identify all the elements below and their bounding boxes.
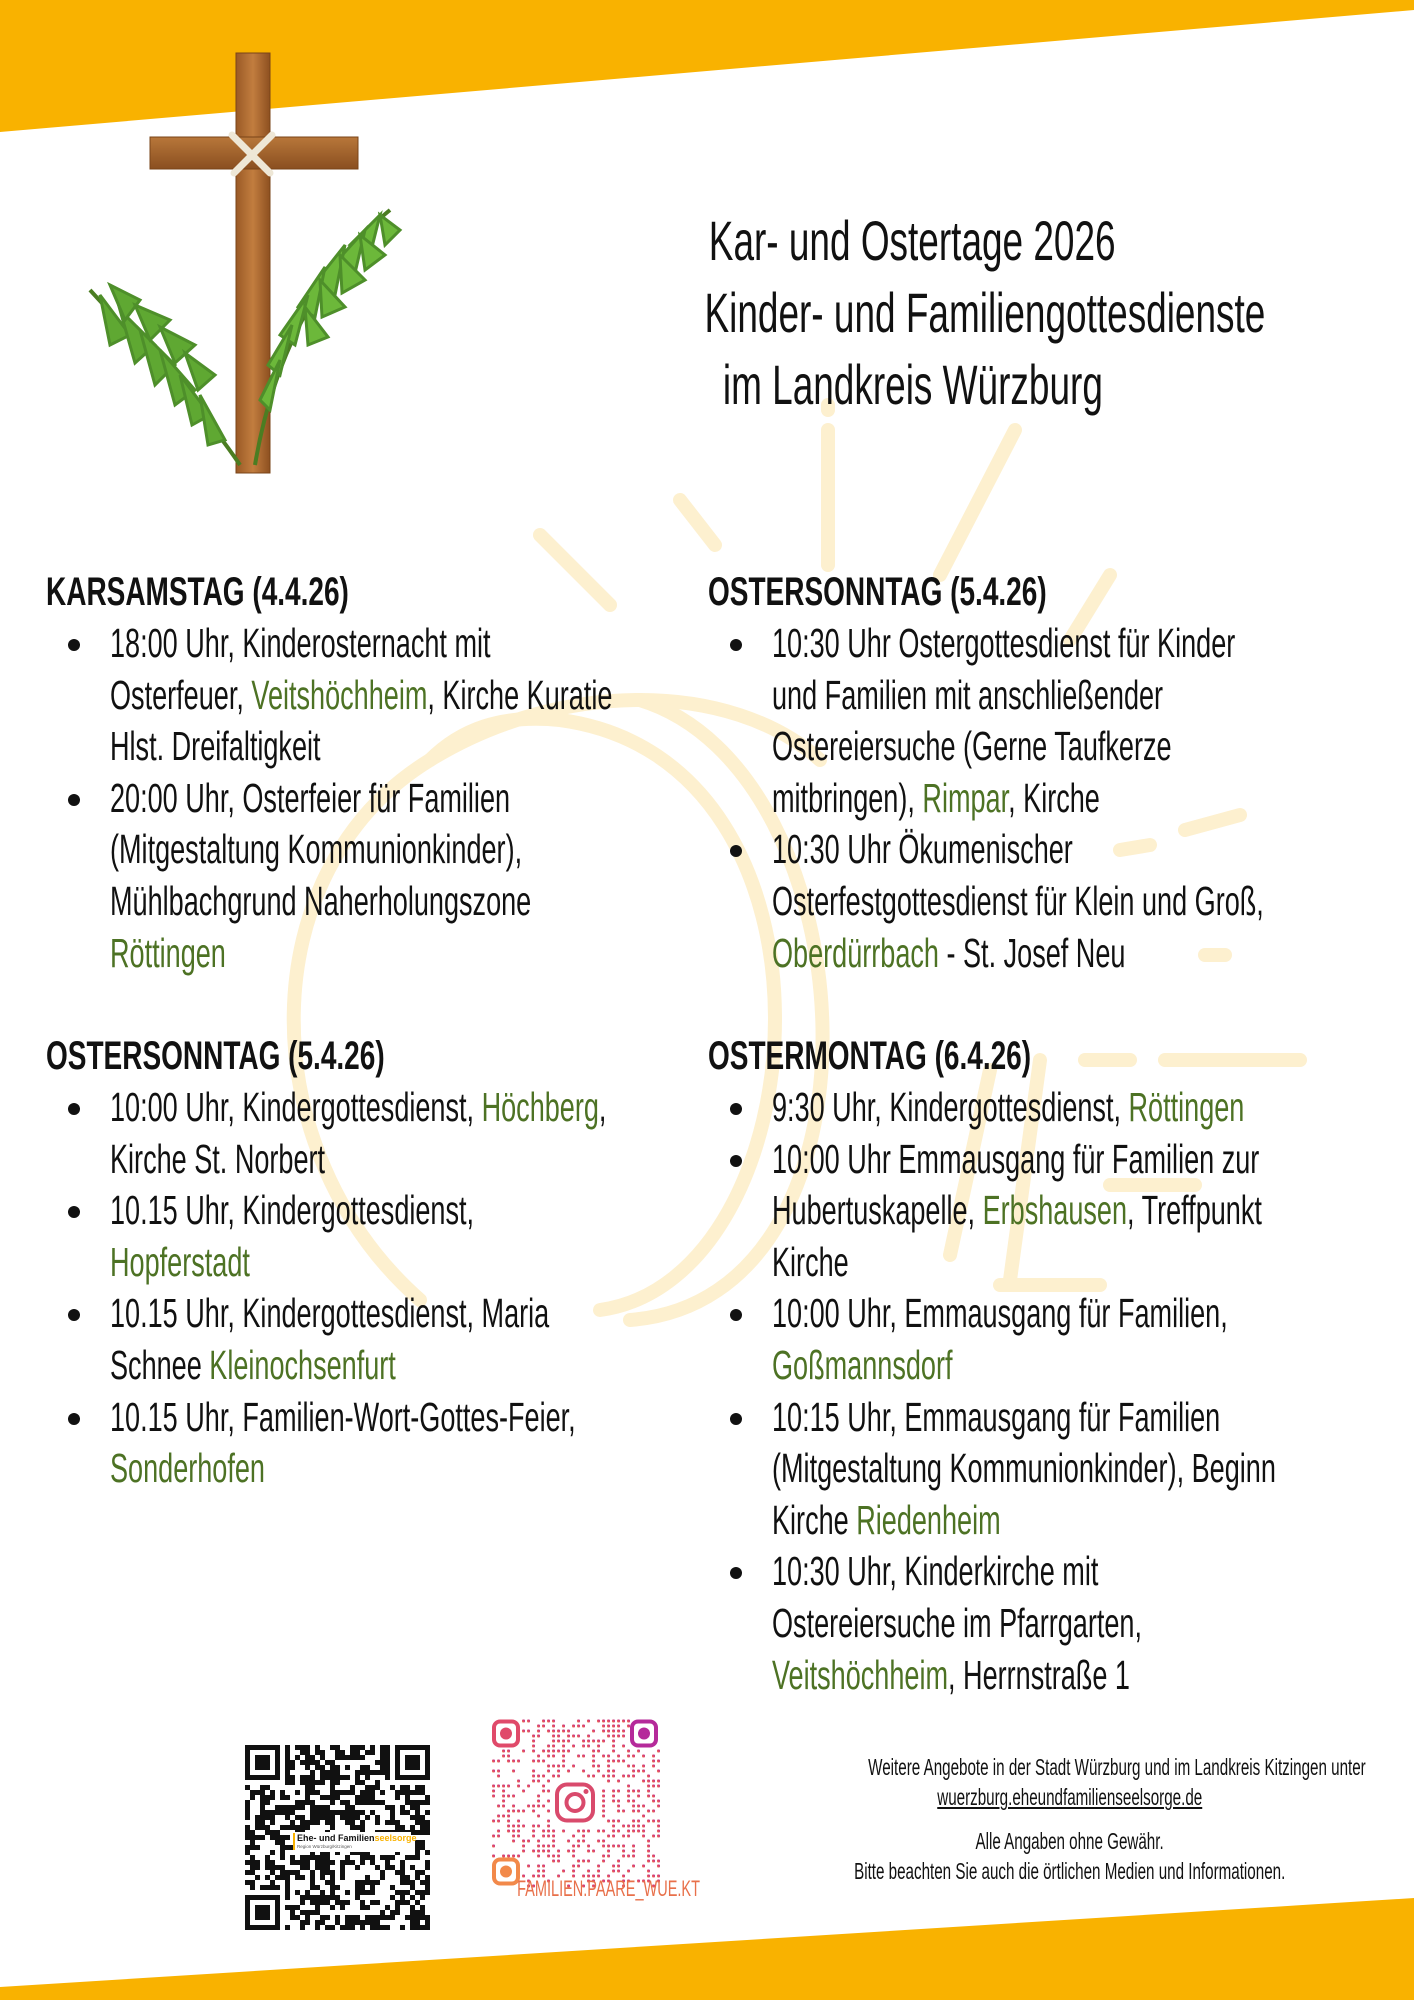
event-line: [708, 721, 1398, 773]
palm-branch-right: [255, 210, 400, 465]
logo-bracket: [293, 1833, 295, 1850]
event-item: [46, 618, 686, 773]
place-name: Kleinochsenfurt: [209, 1341, 396, 1388]
cross-vertical-beam: [236, 53, 270, 473]
event-text: 18:00 Uhr, Kinderosternacht mit: [110, 620, 491, 666]
bullet-icon: [68, 1413, 80, 1425]
event-text: Osterfestgottesdienst für Klein und Groß,: [772, 877, 1264, 924]
event-text: Osterfeuer,: [110, 671, 252, 718]
event-text: und Familien mit anschließender: [772, 671, 1164, 718]
event-text: Schnee: [110, 1341, 210, 1388]
event-text: ,: [598, 1084, 607, 1130]
event-text: 10:15 Uhr, Emmausgang für Familien: [772, 1393, 1221, 1440]
place-name: Sonderhofen: [110, 1445, 265, 1492]
info-line: Weitere Angebote in der Stadt Würzburg und im Landkreis Kitzingen unter: [868, 1754, 1366, 1780]
event-text: Ostereiersuche (Gerne Taufkerze: [772, 723, 1172, 770]
event-text: Ostereiersuche im Pfarrgarten,: [772, 1599, 1142, 1646]
footer-info: [740, 1752, 1400, 1886]
cross-with-palm-icon: [80, 45, 410, 475]
logo-subtitle: Region Würzburg/Kitzingen: [297, 1844, 352, 1849]
website-link[interactable]: wuerzburg.eheundfamilienseelsorge.de: [937, 1784, 1203, 1810]
event-line: [46, 670, 686, 722]
place-name: Veitshöchheim: [772, 1651, 949, 1698]
event-line: [708, 1443, 1398, 1495]
event-text: 10:30 Uhr Ökumenischer: [772, 826, 1073, 873]
section-heading: OSTERSONNTAG (5.4.26): [708, 570, 1047, 614]
event-item: [46, 1288, 686, 1391]
event-line: [708, 876, 1398, 928]
event-line: [46, 773, 686, 825]
event-text: Mühlbachgrund Naherholungszone: [110, 877, 532, 924]
event-text: , Herrnstraße 1: [948, 1651, 1130, 1698]
event-line: [46, 721, 686, 773]
event-item: [708, 824, 1398, 979]
event-line: [708, 670, 1398, 722]
bullet-icon: [730, 1309, 742, 1321]
event-line: [708, 1288, 1398, 1340]
event-text: 10.15 Uhr, Kindergottesdienst,: [110, 1187, 475, 1234]
section-ostersonntag-right: [708, 566, 1398, 979]
event-line: [46, 1134, 686, 1186]
event-line: [708, 1392, 1398, 1444]
event-line: [46, 824, 686, 876]
event-line: [708, 824, 1398, 876]
section-heading: KARSAMSTAG (4.4.26): [46, 570, 349, 614]
event-line: [46, 876, 686, 928]
event-text: (Mitgestaltung Kommunionkinder),: [110, 826, 523, 873]
event-line: [708, 928, 1398, 980]
event-text: 10:00 Uhr, Emmausgang für Familien,: [772, 1290, 1228, 1337]
event-text: , Kirche Kuratie: [427, 671, 613, 718]
place-name: Erbshausen: [982, 1187, 1128, 1234]
event-line: [46, 1237, 686, 1289]
sun-ray: [680, 500, 715, 545]
bullet-icon: [730, 1155, 742, 1167]
event-item: [708, 1082, 1398, 1134]
title-line: Kinder- und Familiengottesdienste: [704, 281, 1266, 344]
event-line: [708, 1495, 1398, 1547]
event-text: , Kirche: [1008, 774, 1100, 821]
place-name: Veitshöchheim: [251, 671, 428, 718]
event-item: [708, 1288, 1398, 1391]
section-karsamstag: [46, 566, 686, 979]
event-item: [46, 773, 686, 979]
section-heading: OSTERMONTAG (6.4.26): [708, 1034, 1032, 1078]
event-text: 10.15 Uhr, Familien-Wort-Gottes-Feier,: [110, 1393, 576, 1440]
bullet-icon: [730, 1103, 742, 1115]
place-name: Rimpar: [922, 774, 1009, 821]
section-heading: OSTERSONNTAG (5.4.26): [46, 1034, 385, 1078]
event-item: [708, 618, 1398, 824]
event-line: [46, 1443, 686, 1495]
bullet-icon: [68, 1309, 80, 1321]
logo-title-main: Ehe- und Familien: [297, 1833, 375, 1843]
place-name: Hopferstadt: [110, 1238, 250, 1285]
seelsorge-logo: [293, 1832, 417, 1852]
event-text: Kirche: [772, 1496, 857, 1543]
finder-top-right: [632, 1722, 656, 1746]
title-line: im Landkreis Würzburg: [722, 353, 1103, 416]
place-name: Röttingen: [110, 929, 226, 976]
event-line: [46, 1082, 686, 1134]
place-name: Riedenheim: [856, 1496, 1001, 1543]
event-item: [46, 1185, 686, 1288]
event-line: [46, 1288, 686, 1340]
event-text: mitbringen),: [772, 774, 923, 821]
event-text: 10:30 Uhr, Kinderkirche mit: [772, 1548, 1099, 1595]
page-title: [560, 205, 1265, 421]
section-ostersonntag-left: [46, 1030, 686, 1495]
bullet-icon: [68, 1206, 80, 1218]
event-line: [46, 1185, 686, 1237]
event-line: [46, 1340, 686, 1392]
event-text: 10:00 Uhr Emmausgang für Familien zur: [772, 1135, 1260, 1182]
event-item: [708, 1546, 1398, 1701]
event-text: Kirche St. Norbert: [110, 1135, 326, 1182]
event-text: 10:30 Uhr Ostergottesdienst für Kinder: [772, 620, 1236, 666]
event-item: [46, 1082, 686, 1185]
event-text: Hlst. Dreifaltigkeit: [110, 723, 321, 770]
event-line: [46, 928, 686, 980]
event-text: 10:00 Uhr, Kindergottesdienst,: [110, 1084, 482, 1130]
event-line: [708, 1546, 1398, 1598]
place-name: Oberdürrbach: [772, 929, 939, 976]
bullet-icon: [730, 1567, 742, 1579]
palm-branch-left: [90, 285, 240, 465]
event-text: (Mitgestaltung Kommunionkinder), Beginn: [772, 1445, 1276, 1492]
event-line: [708, 1082, 1398, 1134]
event-item: [708, 1392, 1398, 1547]
section-ostermontag: [708, 1030, 1398, 1701]
instagram-logo-icon: [553, 1781, 597, 1825]
event-item: [46, 1392, 686, 1495]
event-line: [708, 1237, 1398, 1289]
event-line: [708, 773, 1398, 825]
event-line: [708, 1650, 1398, 1702]
title-line: Kar- und Ostertage 2026: [709, 209, 1116, 272]
event-line: [46, 618, 686, 670]
bullet-icon: [730, 845, 742, 857]
event-line: [708, 1598, 1398, 1650]
place-name: Höchberg: [481, 1084, 599, 1130]
bullet-icon: [730, 1413, 742, 1425]
event-line: [708, 1134, 1398, 1186]
bullet-icon: [68, 639, 80, 651]
event-text: Hubertuskapelle,: [772, 1187, 983, 1234]
event-text: Kirche: [772, 1238, 849, 1285]
event-line: [708, 1340, 1398, 1392]
bullet-icon: [68, 794, 80, 806]
instagram-handle[interactable]: FAMILIEN.PAARE_WUE.KT: [517, 1876, 701, 1901]
event-item: [708, 1134, 1398, 1289]
event-line: [46, 1392, 686, 1444]
event-text: 9:30 Uhr, Kindergottesdienst,: [772, 1084, 1129, 1130]
place-name: Röttingen: [1128, 1084, 1245, 1130]
logo-title-accent: seelsorge: [374, 1833, 417, 1843]
place-name: Goßmannsdorf: [772, 1341, 953, 1388]
sun-ray: [940, 430, 1015, 575]
event-text: 10.15 Uhr, Kindergottesdienst, Maria: [110, 1290, 550, 1337]
event-text: - St. Josef Neu: [938, 929, 1126, 976]
event-text: , Treffpunkt: [1127, 1187, 1262, 1234]
instagram-qr-code-icon[interactable]: [490, 1705, 660, 1900]
disclaimer-line: Bitte beachten Sie auch die örtlichen Medien und Informationen.: [854, 1858, 1286, 1884]
finder-top-left: [494, 1722, 518, 1746]
bullet-icon: [730, 639, 742, 651]
event-line: [708, 1185, 1398, 1237]
disclaimer-line: Alle Angaben ohne Gewähr.: [975, 1828, 1165, 1854]
bullet-icon: [68, 1103, 80, 1115]
event-line: [708, 618, 1398, 670]
event-text: 20:00 Uhr, Osterfeier für Familien: [110, 774, 511, 821]
